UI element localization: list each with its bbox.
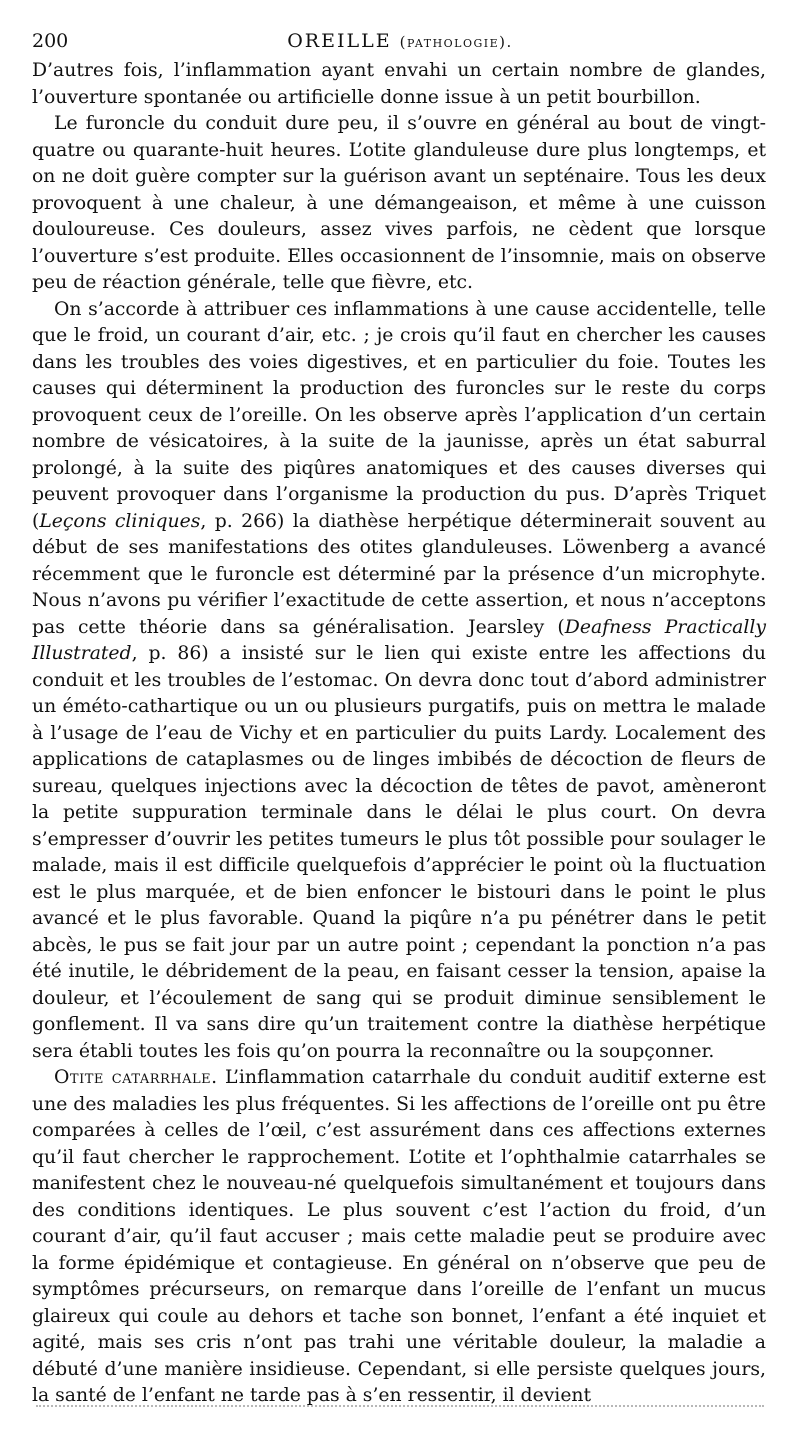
- paragraph-4: [32, 1065, 766, 1410]
- page-number: 200: [32, 30, 69, 52]
- paragraph-3-text-c: , p. 86) a insisté sur le lien qui existe entre les affections du conduit et les troubles de l’estomac. On devra donc tout d’abord administrer un éméto-cathartique ou un ou plusieurs purgatifs, puis on mettra le malade à l’usage de l’eau de Vichy et en particulier du puits Lardy. Localement des applications de cataplasmes ou de linges imbibés de décoction de fleurs de sureau, quelques injections avec la décoction de têtes de pavot, amèneront la petite suppuration terminale dans le délai le plus court. On devra s’empresser d’ouvrir les petites tumeurs le plus tôt possible pour soulager le malade, mais il est difficile quelquefois d’apprécier le point où la fluctuation est le plus marquée, et de bien enfoncer le bistouri dans le point le plus avancé et le plus favorable. Quand la piqûre n’a pu pénétrer dans le petit abcès, le pus se fait jour par un autre point ; cependant la ponction n’a pas été inutile, le débridement de la peau, en faisant cesser la tension, apaise la douleur, et l’écoulement de sang qui se produit diminue sensiblement le gonflement. Il va sans dire qu’un traitement contre la diathèse herpétique sera établi toutes les fois qu’on pourra la reconnaître ou la soupçonner.: [32, 643, 766, 1062]
- paragraph-3-text-b: , p. 266) la diathèse herpétique déterminerait souvent au début de ses manifestations des otites glanduleuses. Löwenberg a avancé récemment que le furoncle est déterminé par la présence d’un microphyte. Nous n’avons pu vérifier l’exactitude de cette assertion, et nous n’acceptons pas cette théorie dans sa généralisation. Jearsley (: [32, 510, 766, 638]
- paragraph-1: D’autres fois, l’inflammation ayant envahi un certain nombre de glandes, l’ouverture spontanée ou artificielle donne issue à un petit bourbillon.: [32, 60, 766, 108]
- page-body: [32, 58, 766, 1410]
- running-title-subtitle: (pathologie).: [399, 33, 513, 51]
- citation-deafness: Deafness Practically Illustrated: [32, 616, 766, 664]
- paragraph-3: [32, 297, 766, 1066]
- citation-lecons-cliniques: Leçons cliniques: [39, 510, 201, 532]
- paragraph-3-text-a: On s’accorde à attribuer ces inflammations à une cause accidentelle, telle que le froid, un courant d’air, etc. ; je crois qu’il faut en chercher les causes dans les troubles des voies digestives, et en particulier du foie. Toutes les causes qui déterminent la production des furoncles sur le reste du corps provoquent ceux de l’oreille. On les observe après l’application d’un certain nombre de vésicatoires, à la suite de la jaunisse, après un état saburral prolongé, à la suite des piqûres anatomiques et des causes diverses qui peuvent provoquer dans l’organisme la production du pus. D’après Triquet (: [32, 298, 766, 532]
- footer-dotted-rule: [36, 1405, 764, 1407]
- running-title-main: OREILLE: [287, 30, 392, 52]
- section-heading-otite-catarrhale: Otite catarrhale.: [54, 1067, 218, 1088]
- running-title: [32, 30, 768, 52]
- paragraph-2: Le furoncle du conduit dure peu, il s’ouvre en général au bout de vingt-quatre ou quarante-huit heures. L’otite glanduleuse dure plus longtemps, et on ne doit guère compter sur la guérison avant un septénaire. Tous les deux provoquent à une chaleur, à une démangeaison, et même à une cuisson douloureuse. Ces douleurs, assez vives parfois, ne cèdent que lorsque l’ouverture s’est produite. Elles occasionnent de l’insomnie, mais on observe peu de réaction générale, telle que fièvre, etc.: [32, 113, 766, 293]
- page-header: [32, 26, 768, 60]
- paragraph-4-text: L’inflammation catarrhale du conduit auditif externe est une des maladies les plus fréquentes. Si les affections de l’oreille ont pu être comparées à celles de l’œil, c’est assurément dans ces affections externes qu’il faut chercher le rapprochement. L’otite et l’ophthalmie catarrhales se manifestent chez le nouveau-né quelquefois simultanément et toujours dans des conditions identiques. Le plus souvent c’est l’action du froid, d’un courant d’air, qu’il faut accuser ; mais cette maladie peut se produire avec la forme épidémique et contagieuse. En général on n’observe que peu de symptômes précurseurs, on remarque dans l’oreille de l’enfant un mucus glaireux qui coule au dehors et tache son bonnet, l’enfant a été inquiet et agité, mais ses cris n’ont pas trahi une véritable douleur, la maladie a débuté d’une manière insidieuse. Cependant, si elle persiste quelques jours, la santé de l’enfant ne tarde pas à s’en ressentir, il devient: [32, 1067, 766, 1406]
